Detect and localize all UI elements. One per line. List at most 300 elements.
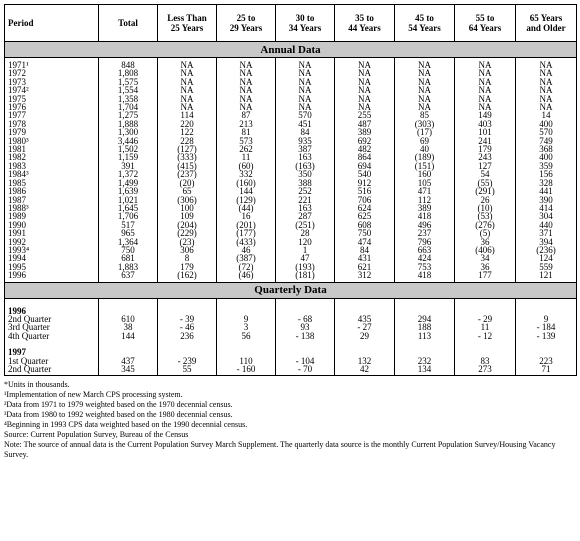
value-cell: NA xyxy=(516,103,577,111)
value-cell: NA xyxy=(158,103,217,111)
value-cell: NA xyxy=(276,78,335,86)
value-cell: NA xyxy=(335,95,395,103)
value-cell: (276) xyxy=(455,221,516,229)
value-cell: 188 xyxy=(395,323,455,331)
value-cell: - 104 xyxy=(276,357,335,365)
column-header-2: Less Than 25 Years xyxy=(158,5,217,42)
period-cell: 1981 xyxy=(5,145,99,153)
value-cell: (333) xyxy=(158,153,217,161)
value-cell: 134 xyxy=(395,365,455,373)
value-cell: 112 xyxy=(395,196,455,204)
value-cell: 864 xyxy=(335,153,395,161)
table-row xyxy=(5,254,577,262)
value-cell: 232 xyxy=(395,357,455,365)
period-cell: 4th Quarter xyxy=(5,332,99,340)
value-cell: (181) xyxy=(276,271,335,282)
column-header-4: 30 to 34 Years xyxy=(276,5,335,42)
value-cell: 350 xyxy=(276,170,335,178)
value-cell: (237) xyxy=(158,170,217,178)
value-cell: NA xyxy=(516,95,577,103)
value-cell: 663 xyxy=(395,246,455,254)
column-header-8: 65 Years and Older xyxy=(516,5,577,42)
value-cell: 1,358 xyxy=(99,95,158,103)
period-cell: 1992 xyxy=(5,238,99,246)
value-cell: 306 xyxy=(158,246,217,254)
value-cell: 431 xyxy=(335,254,395,262)
period-cell: 1993⁴ xyxy=(5,246,99,254)
value-cell: 179 xyxy=(158,263,217,271)
value-cell: NA xyxy=(395,103,455,111)
column-header-0: Period xyxy=(5,5,99,42)
value-cell: 144 xyxy=(217,187,276,195)
value-cell: 241 xyxy=(455,137,516,145)
value-cell: 236 xyxy=(158,332,217,340)
period-cell: 1979 xyxy=(5,128,99,136)
value-cell: - 39 xyxy=(158,315,217,323)
value-cell: 750 xyxy=(99,246,158,254)
value-cell: 437 xyxy=(99,357,158,365)
value-cell: NA xyxy=(335,86,395,94)
value-cell: 11 xyxy=(455,323,516,331)
value-cell: 1,499 xyxy=(99,179,158,187)
value-cell: 1,639 xyxy=(99,187,158,195)
value-cell: 132 xyxy=(335,357,395,365)
value-cell: 681 xyxy=(99,254,158,262)
value-cell: 750 xyxy=(335,229,395,237)
period-cell: 1985 xyxy=(5,179,99,187)
period-cell: 1974² xyxy=(5,86,99,94)
period-cell: 2nd Quarter xyxy=(5,365,99,373)
value-cell: (201) xyxy=(217,221,276,229)
value-cell: (17) xyxy=(395,128,455,136)
value-cell: (177) xyxy=(217,229,276,237)
value-cell: 694 xyxy=(335,162,395,170)
value-cell: 1,883 xyxy=(99,263,158,271)
value-cell: 228 xyxy=(158,137,217,145)
annual-data-header xyxy=(5,42,577,58)
value-cell: 101 xyxy=(455,128,516,136)
value-cell: 391 xyxy=(99,162,158,170)
value-cell: 400 xyxy=(516,120,577,128)
value-cell: (23) xyxy=(158,238,217,246)
value-cell: 414 xyxy=(516,204,577,212)
value-cell: 312 xyxy=(335,271,395,282)
value-cell: 1,645 xyxy=(99,204,158,212)
value-cell: 496 xyxy=(395,221,455,229)
value-cell: 160 xyxy=(395,170,455,178)
footnote: ²Data from 1971 to 1979 weighted based on the 1970 decennial census. xyxy=(4,400,233,410)
value-cell: 144 xyxy=(99,332,158,340)
table-row xyxy=(5,271,577,282)
value-cell: 471 xyxy=(395,187,455,195)
footnote: ³Data from 1980 to 1992 weighted based on the 1980 decennial census. xyxy=(4,410,233,420)
quarterly-data-header-title: Quarterly Data xyxy=(5,282,577,298)
value-cell: 389 xyxy=(395,204,455,212)
value-cell: NA xyxy=(395,86,455,94)
value-cell: NA xyxy=(335,69,395,77)
period-cell: 1990 xyxy=(5,221,99,229)
value-cell: (5) xyxy=(455,229,516,237)
household-change-table xyxy=(4,4,577,376)
period-cell: 1983 xyxy=(5,162,99,170)
value-cell: (44) xyxy=(217,204,276,212)
value-cell: 1,275 xyxy=(99,111,158,119)
value-cell: (129) xyxy=(217,196,276,204)
value-cell: 221 xyxy=(276,196,335,204)
value-cell: NA xyxy=(158,78,217,86)
value-cell: 84 xyxy=(276,128,335,136)
value-cell: 435 xyxy=(335,315,395,323)
spacer-row xyxy=(5,340,577,348)
column-header-1: Total xyxy=(99,5,158,42)
value-cell: NA xyxy=(217,78,276,86)
value-cell: NA xyxy=(276,95,335,103)
value-cell: 29 xyxy=(335,332,395,340)
value-cell: NA xyxy=(455,78,516,86)
value-cell: NA xyxy=(455,86,516,94)
value-cell: (406) xyxy=(455,246,516,254)
value-cell: 114 xyxy=(158,111,217,119)
value-cell: 912 xyxy=(335,179,395,187)
value-cell: 149 xyxy=(455,111,516,119)
value-cell: 570 xyxy=(276,111,335,119)
value-cell: 848 xyxy=(99,58,158,70)
value-cell: 287 xyxy=(276,212,335,220)
value-cell: 85 xyxy=(395,111,455,119)
column-header-5: 35 to 44 Years xyxy=(335,5,395,42)
value-cell: 3 xyxy=(217,323,276,331)
value-cell: 42 xyxy=(335,365,395,373)
value-cell: 368 xyxy=(516,145,577,153)
period-cell: 1987 xyxy=(5,196,99,204)
value-cell: (236) xyxy=(516,246,577,254)
footnote: Source: Current Population Survey, Bureau of the Census xyxy=(4,430,189,440)
value-cell: - 46 xyxy=(158,323,217,331)
value-cell: 388 xyxy=(276,179,335,187)
footnote: ⁴Beginning in 1993 CPS data weighted based on the 1990 decennial census. xyxy=(4,420,248,430)
value-cell: 965 xyxy=(99,229,158,237)
value-cell: 127 xyxy=(455,162,516,170)
value-cell: (387) xyxy=(217,254,276,262)
value-cell: 389 xyxy=(335,128,395,136)
value-cell: (160) xyxy=(217,179,276,187)
value-cell: - 12 xyxy=(455,332,516,340)
footnote: ¹Implementation of new March CPS processing system. xyxy=(4,390,183,400)
value-cell: 163 xyxy=(276,204,335,212)
value-cell: 120 xyxy=(276,238,335,246)
value-cell: NA xyxy=(516,78,577,86)
value-cell: 124 xyxy=(516,254,577,262)
table-row xyxy=(5,315,577,323)
value-cell: 3,446 xyxy=(99,137,158,145)
table-row xyxy=(5,365,577,373)
value-cell: 394 xyxy=(516,238,577,246)
value-cell: 87 xyxy=(217,111,276,119)
value-cell: 418 xyxy=(395,212,455,220)
value-cell: 371 xyxy=(516,229,577,237)
value-cell: 40 xyxy=(395,145,455,153)
value-cell: 55 xyxy=(158,365,217,373)
value-cell: 255 xyxy=(335,111,395,119)
value-cell: 1,159 xyxy=(99,153,158,161)
value-cell: 93 xyxy=(276,323,335,331)
value-cell: 403 xyxy=(455,120,516,128)
value-cell: 451 xyxy=(276,120,335,128)
value-cell: 424 xyxy=(395,254,455,262)
value-cell: 81 xyxy=(217,128,276,136)
period-cell: 1988³ xyxy=(5,204,99,212)
value-cell: 34 xyxy=(455,254,516,262)
value-cell: - 184 xyxy=(516,323,577,331)
quarter-year-row xyxy=(5,348,577,356)
value-cell: NA xyxy=(395,69,455,77)
annual-data-header-title: Annual Data xyxy=(5,42,577,58)
period-cell: 1st Quarter xyxy=(5,357,99,365)
period-cell: 1973 xyxy=(5,78,99,86)
value-cell: 71 xyxy=(516,365,577,373)
value-cell: 482 xyxy=(335,145,395,153)
value-cell: NA xyxy=(217,69,276,77)
value-cell: 1,704 xyxy=(99,103,158,111)
period-cell: 1996 xyxy=(5,271,99,282)
value-cell: 400 xyxy=(516,153,577,161)
value-cell: 9 xyxy=(516,315,577,323)
value-cell: 8 xyxy=(158,254,217,262)
period-cell: 1972 xyxy=(5,69,99,77)
value-cell: 84 xyxy=(335,246,395,254)
value-cell: 26 xyxy=(455,196,516,204)
value-cell: (162) xyxy=(158,271,217,282)
value-cell: (151) xyxy=(395,162,455,170)
value-cell: NA xyxy=(276,58,335,70)
value-cell: 570 xyxy=(516,128,577,136)
value-cell: (193) xyxy=(276,263,335,271)
value-cell: 387 xyxy=(276,145,335,153)
value-cell: 100 xyxy=(158,204,217,212)
value-cell: 637 xyxy=(99,271,158,282)
value-cell: - 29 xyxy=(455,315,516,323)
table-row xyxy=(5,187,577,195)
value-cell: 156 xyxy=(516,170,577,178)
value-cell: NA xyxy=(217,86,276,94)
value-cell: (46) xyxy=(217,271,276,282)
value-cell: (55) xyxy=(455,179,516,187)
value-cell: 163 xyxy=(276,153,335,161)
value-cell: NA xyxy=(395,95,455,103)
value-cell: NA xyxy=(455,58,516,70)
value-cell: NA xyxy=(276,69,335,77)
value-cell: 516 xyxy=(335,187,395,195)
column-header-6: 45 to 54 Years xyxy=(395,5,455,42)
value-cell: 213 xyxy=(217,120,276,128)
value-cell: 11 xyxy=(217,153,276,161)
value-cell: 935 xyxy=(276,137,335,145)
period-cell: 1989 xyxy=(5,212,99,220)
value-cell: 625 xyxy=(335,212,395,220)
period-cell: 1994 xyxy=(5,254,99,262)
period-cell: 1991 xyxy=(5,229,99,237)
value-cell: (229) xyxy=(158,229,217,237)
value-cell: (251) xyxy=(276,221,335,229)
table-row xyxy=(5,246,577,254)
value-cell: 1,502 xyxy=(99,145,158,153)
period-cell: 2nd Quarter xyxy=(5,315,99,323)
value-cell: 220 xyxy=(158,120,217,128)
value-cell: 113 xyxy=(395,332,455,340)
value-cell: 559 xyxy=(516,263,577,271)
value-cell: NA xyxy=(455,103,516,111)
value-cell: 110 xyxy=(217,357,276,365)
value-cell: - 70 xyxy=(276,365,335,373)
value-cell: 1,554 xyxy=(99,86,158,94)
value-cell: 440 xyxy=(516,221,577,229)
table-row xyxy=(5,229,577,237)
value-cell: (415) xyxy=(158,162,217,170)
value-cell: 1,372 xyxy=(99,170,158,178)
value-cell: NA xyxy=(516,69,577,77)
value-cell: 624 xyxy=(335,204,395,212)
value-cell: NA xyxy=(158,58,217,70)
table-row xyxy=(5,162,577,170)
value-cell: 359 xyxy=(516,162,577,170)
period-cell: 1977 xyxy=(5,111,99,119)
value-cell: 262 xyxy=(217,145,276,153)
value-cell: 177 xyxy=(455,271,516,282)
value-cell: (303) xyxy=(395,120,455,128)
table-row xyxy=(5,332,577,340)
column-header-3: 25 to 29 Years xyxy=(217,5,276,42)
value-cell: 36 xyxy=(455,263,516,271)
value-cell: 1,808 xyxy=(99,69,158,77)
value-cell: 69 xyxy=(395,137,455,145)
period-cell: 1980³ xyxy=(5,137,99,145)
value-cell: 9 xyxy=(217,315,276,323)
quarterly-data-header xyxy=(5,282,577,298)
value-cell: (291) xyxy=(455,187,516,195)
document-page xyxy=(4,4,576,460)
period-cell: 1971¹ xyxy=(5,58,99,70)
value-cell: 1,364 xyxy=(99,238,158,246)
value-cell: 243 xyxy=(455,153,516,161)
value-cell: 390 xyxy=(516,196,577,204)
footnote: *Units in thousands. xyxy=(4,380,70,390)
value-cell: 83 xyxy=(455,357,516,365)
value-cell: NA xyxy=(395,78,455,86)
value-cell: 1,575 xyxy=(99,78,158,86)
value-cell: (189) xyxy=(395,153,455,161)
value-cell: 56 xyxy=(217,332,276,340)
value-cell: (72) xyxy=(217,263,276,271)
value-cell: NA xyxy=(516,86,577,94)
value-cell: 692 xyxy=(335,137,395,145)
value-cell: - 239 xyxy=(158,357,217,365)
value-cell: NA xyxy=(158,86,217,94)
value-cell: (163) xyxy=(276,162,335,170)
value-cell: 1 xyxy=(276,246,335,254)
value-cell: - 27 xyxy=(335,323,395,331)
value-cell: - 160 xyxy=(217,365,276,373)
value-cell: 304 xyxy=(516,212,577,220)
period-cell: 1975 xyxy=(5,95,99,103)
value-cell: - 138 xyxy=(276,332,335,340)
period-cell: 1982 xyxy=(5,153,99,161)
value-cell: (60) xyxy=(217,162,276,170)
value-cell: 28 xyxy=(276,229,335,237)
value-cell: 474 xyxy=(335,238,395,246)
value-cell: 121 xyxy=(516,271,577,282)
table-body xyxy=(5,42,577,376)
value-cell: NA xyxy=(395,58,455,70)
value-cell: 517 xyxy=(99,221,158,229)
footnote: Note: The source of annual data is the Current Population Survey March Supplement. The quarterly data source is the monthly Current Population Survey/Housing Vacancy Survey. xyxy=(4,440,556,460)
value-cell: 38 xyxy=(99,323,158,331)
value-cell: (53) xyxy=(455,212,516,220)
value-cell: 36 xyxy=(455,238,516,246)
column-header-7: 55 to 64 Years xyxy=(455,5,516,42)
value-cell: 122 xyxy=(158,128,217,136)
value-cell: NA xyxy=(516,58,577,70)
value-cell: - 68 xyxy=(276,315,335,323)
table-row xyxy=(5,221,577,229)
value-cell: 109 xyxy=(158,212,217,220)
value-cell: (306) xyxy=(158,196,217,204)
value-cell: 237 xyxy=(395,229,455,237)
value-cell: (433) xyxy=(217,238,276,246)
value-cell: 345 xyxy=(99,365,158,373)
value-cell: 179 xyxy=(455,145,516,153)
value-cell: NA xyxy=(335,58,395,70)
period-cell: 1984³ xyxy=(5,170,99,178)
value-cell: 46 xyxy=(217,246,276,254)
period-cell: 1976 xyxy=(5,103,99,111)
footnotes xyxy=(4,380,576,460)
value-cell: 418 xyxy=(395,271,455,282)
value-cell: (204) xyxy=(158,221,217,229)
value-cell: (10) xyxy=(455,204,516,212)
value-cell: 14 xyxy=(516,111,577,119)
value-cell: 16 xyxy=(217,212,276,220)
value-cell: - 139 xyxy=(516,332,577,340)
value-cell: (127) xyxy=(158,145,217,153)
value-cell: 65 xyxy=(158,187,217,195)
period-cell: 1995 xyxy=(5,263,99,271)
value-cell: NA xyxy=(217,103,276,111)
value-cell: NA xyxy=(276,103,335,111)
value-cell: NA xyxy=(217,95,276,103)
period-cell: 1978 xyxy=(5,120,99,128)
value-cell: NA xyxy=(455,69,516,77)
spacer-row xyxy=(5,298,577,307)
value-cell: 796 xyxy=(395,238,455,246)
value-cell: NA xyxy=(335,78,395,86)
value-cell: NA xyxy=(158,95,217,103)
value-cell: 749 xyxy=(516,137,577,145)
value-cell: 223 xyxy=(516,357,577,365)
quarter-year-label: 1997 xyxy=(5,348,99,356)
value-cell: 573 xyxy=(217,137,276,145)
period-cell: 3rd Quarter xyxy=(5,323,99,331)
value-cell: 54 xyxy=(455,170,516,178)
value-cell: NA xyxy=(455,95,516,103)
value-cell: 1,021 xyxy=(99,196,158,204)
value-cell: 487 xyxy=(335,120,395,128)
value-cell: NA xyxy=(276,86,335,94)
value-cell: 1,706 xyxy=(99,212,158,220)
quarter-year-label: 1996 xyxy=(5,307,99,315)
value-cell: NA xyxy=(335,103,395,111)
value-cell: 1,300 xyxy=(99,128,158,136)
value-cell: 47 xyxy=(276,254,335,262)
